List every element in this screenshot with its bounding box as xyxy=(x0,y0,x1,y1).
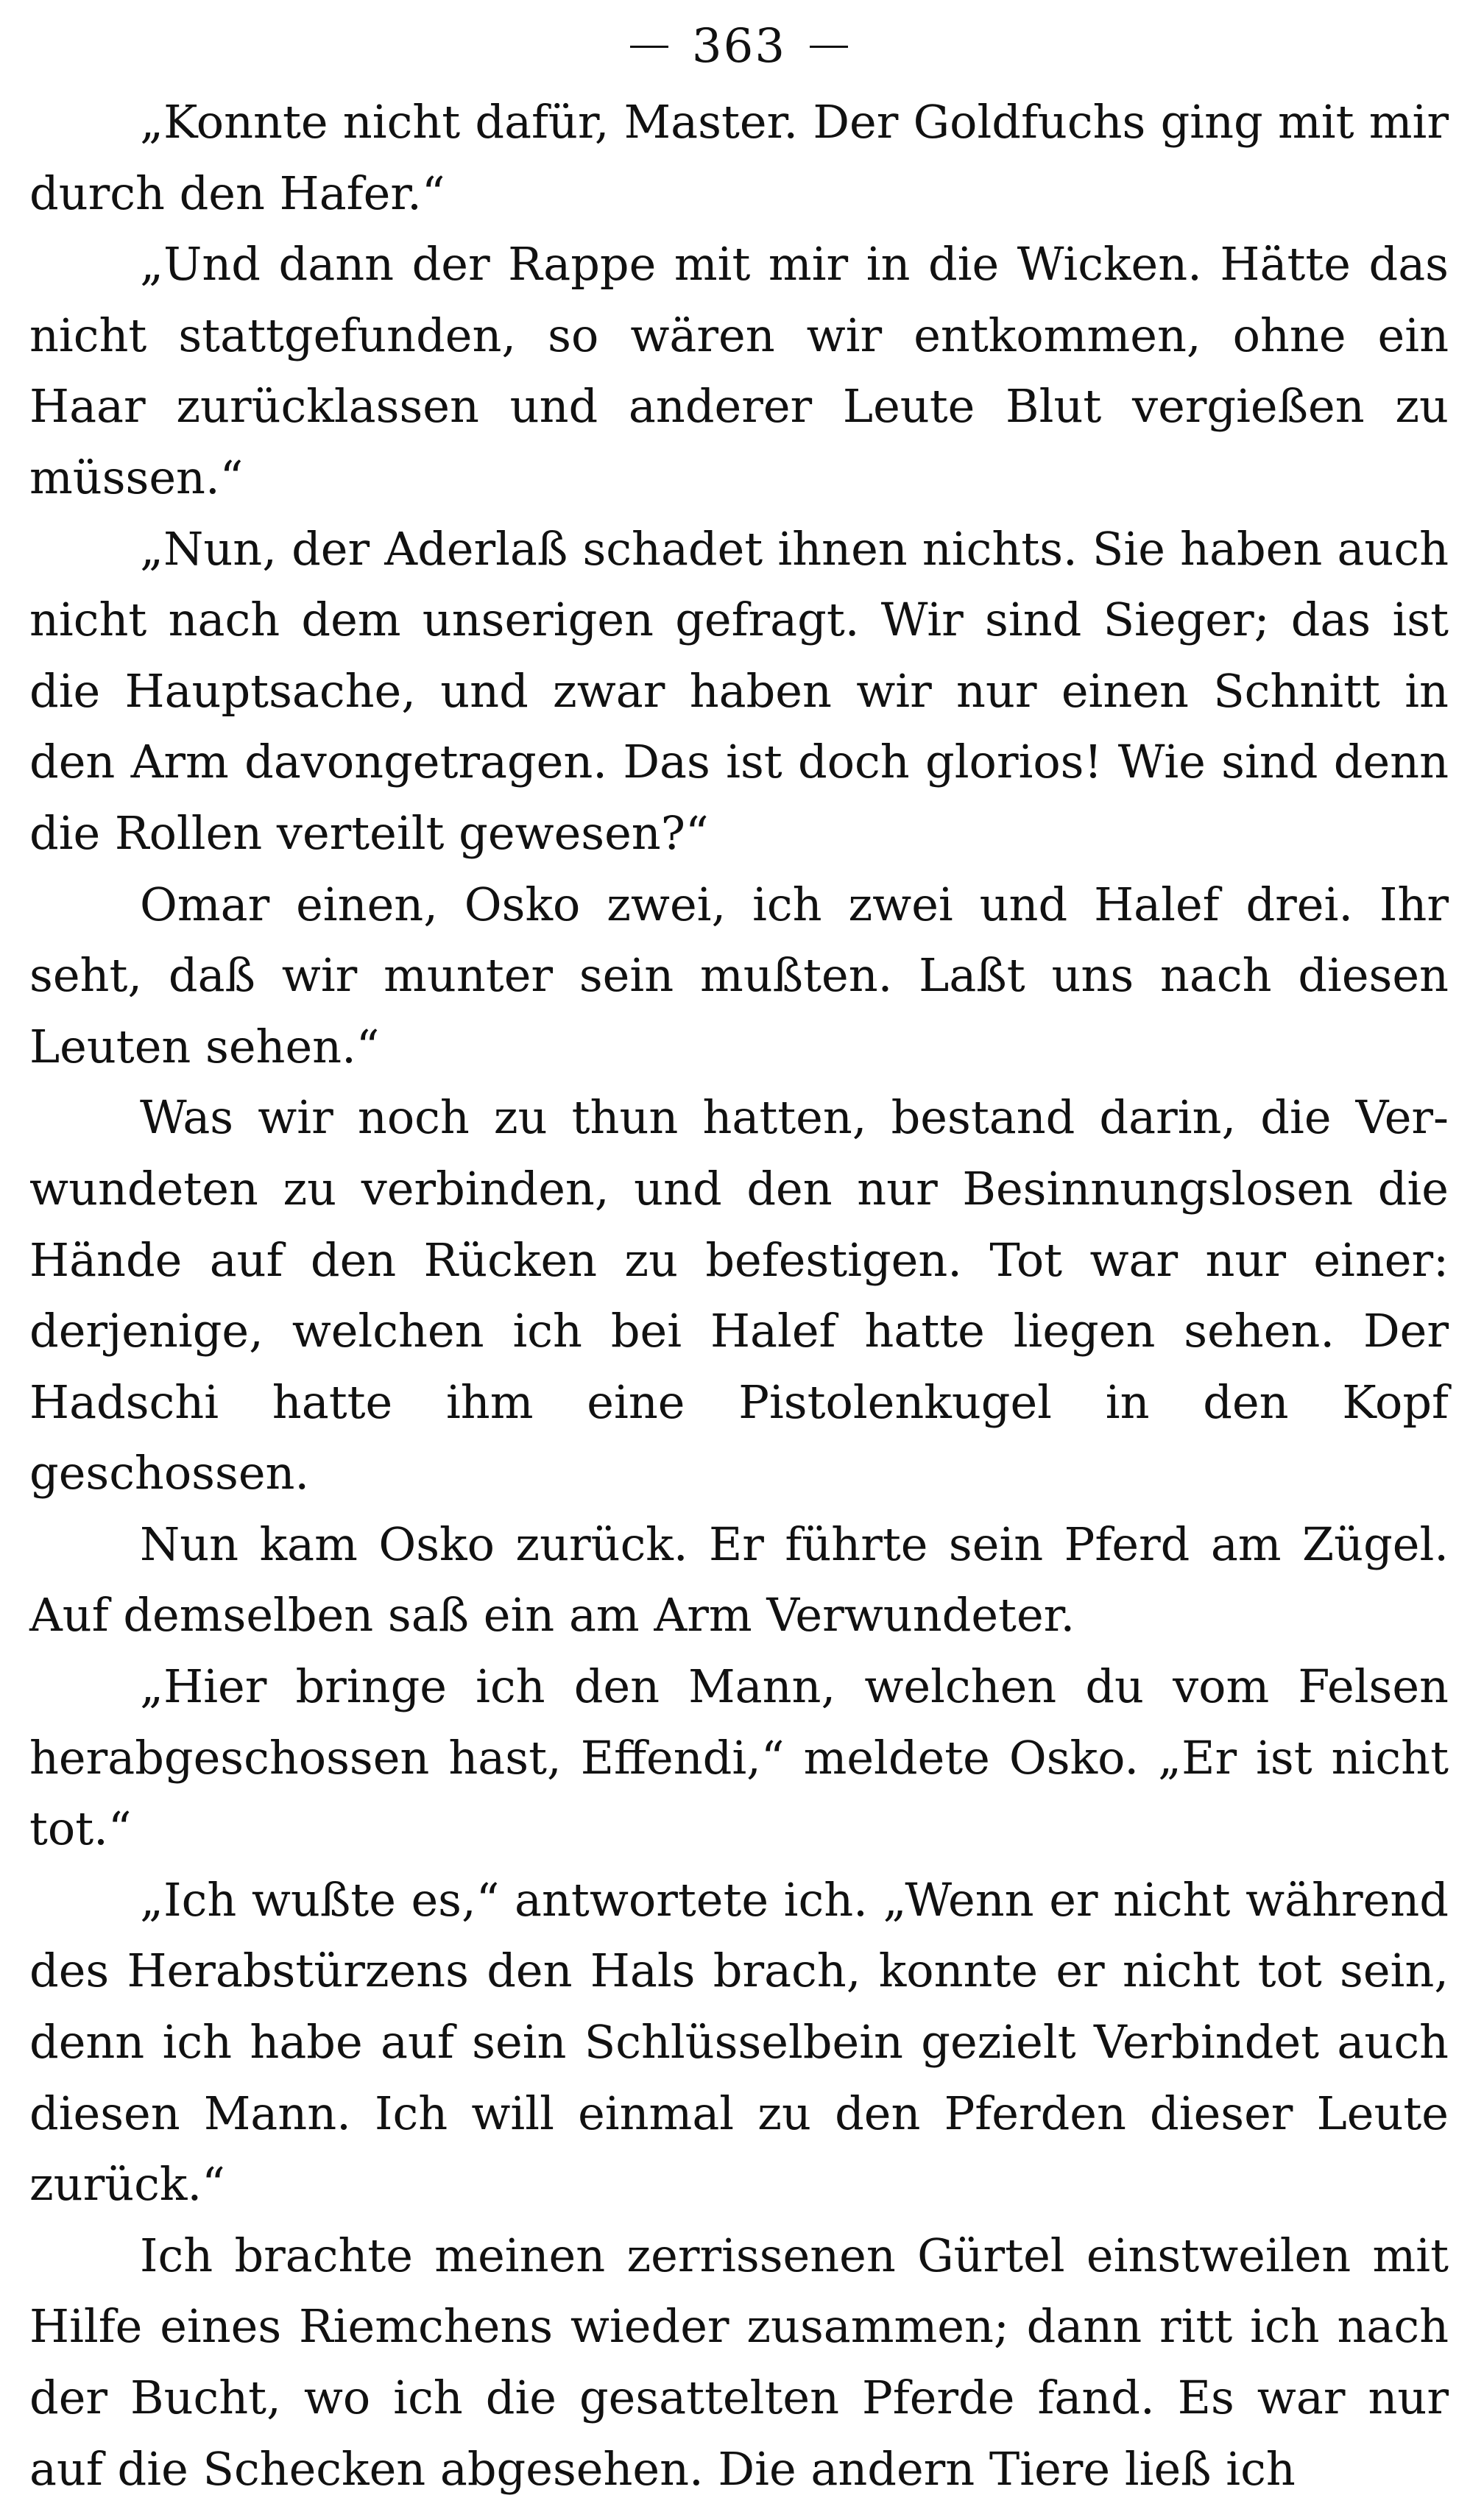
paragraph: „Hier bringe ich den Mann, welchen du vom Felsen herabgeschossen hast, Effendi,“ meldete Osko. „Er ist nicht tot.“ xyxy=(29,1659,1449,1856)
page-number: 363 xyxy=(691,19,787,74)
paragraph: „Nun, der Aderlaß schadet ihnen nichts. Sie haben auch nicht nach dem unserigen gefragt. Wir sind Sieger; das ist die Hauptsache, und zwar haben wir nur einen Schnitt in den Arm davongetragen. Das ist doch glorios! Wie sind denn die Rollen verteilt gewesen?“ xyxy=(29,521,1449,860)
page-header xyxy=(29,6,1449,87)
paragraph: Ich brachte meinen zerrissenen Gürtel einstweilen mit Hilfe eines Riemchens wieder zusammen; dann ritt ich nach der Bucht, wo ich die gesattelten Pferde fand. Es war nur auf die Schecken abgesehen. Die andern Tiere ließ ich xyxy=(29,2228,1449,2496)
header-dash-right xyxy=(810,46,848,48)
header-dash-left xyxy=(630,46,668,48)
paragraph: „Ich wußte es,“ antwortete ich. „Wenn er nicht während des Herabstürzens den Hals brach, konnte er nicht tot sein, denn ich habe auf sein Schlüsselbein gezielt Verbindet auch diesen Mann. Ich will einmal zu den Pferden dieser Leute zurück.“ xyxy=(29,1872,1449,2212)
body-text xyxy=(29,87,1449,2505)
paragraph: Nun kam Osko zurück. Er führte sein Pferd am Zügel. Auf demselben saß ein am Arm Verwundeter. xyxy=(29,1517,1449,1643)
paragraph: Was wir noch zu thun hatten, bestand darin, die Verwundeten zu verbinden, und den nur Besinnungslosen die Hände auf den Rücken zu befestigen. Tot war nur einer: derjenige, welchen ich bei Halef hatte liegen sehen. Der Hadschi hatte ihm eine Pistolenkugel in den Kopf geschossen. xyxy=(29,1090,1449,1500)
paragraph: „Und dann der Rappe mit mir in die Wicken. Hätte das nicht stattgefunden, so wären wir entkommen, ohne ein Haar zurücklassen und anderer Leute Blut vergießen zu müssen.“ xyxy=(29,237,1449,504)
paragraph: Omar einen, Osko zwei, ich zwei und Halef drei. Ihr seht, daß wir munter sein mußten. Laßt uns nach diesen Leuten sehen.“ xyxy=(29,877,1449,1073)
paragraph: „Konnte nicht dafür, Master. Der Goldfuchs ging mit mir durch den Hafer.“ xyxy=(29,95,1449,220)
